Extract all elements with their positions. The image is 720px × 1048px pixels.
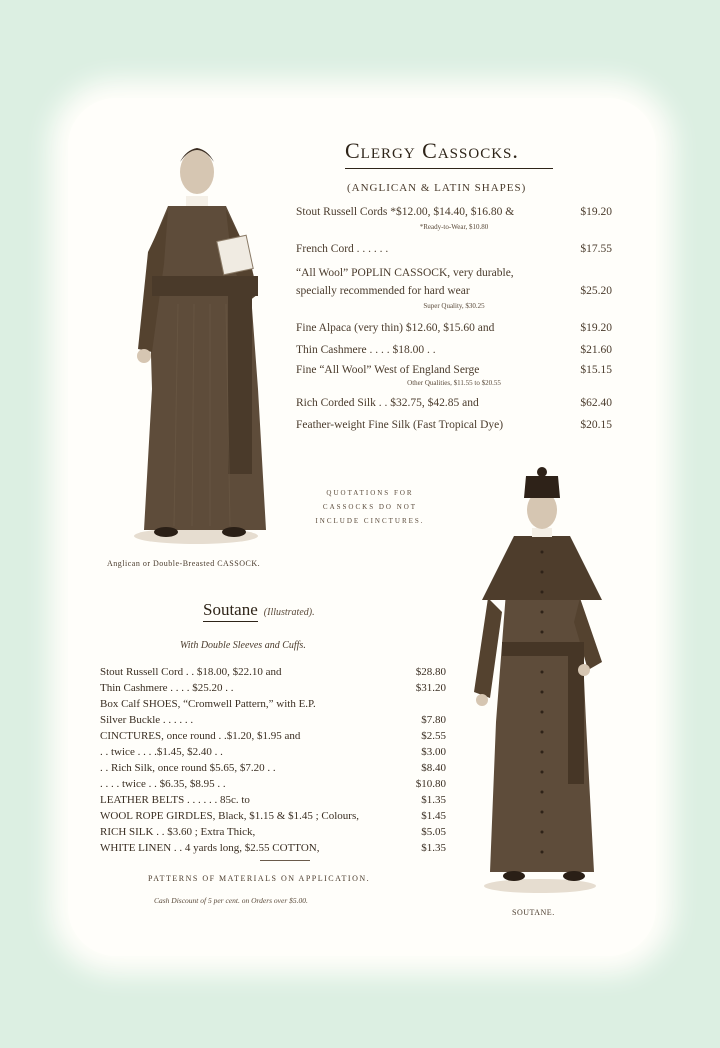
price-note: Other Qualities, $11.55 to $20.55 xyxy=(407,379,501,387)
price-row: LEATHER BELTS . . . . . . 85c. to $1.35 xyxy=(100,794,446,806)
soutane-price-list xyxy=(100,666,446,858)
patterns-note: PATTERNS OF MATERIALS ON APPLICATION. xyxy=(148,874,371,883)
price-row: Feather-weight Fine Silk (Fast Tropical Dye) $20.15 xyxy=(296,419,612,431)
anglican-caption: Anglican or Double-Breasted CASSOCK. xyxy=(107,559,261,568)
price-row: Fine Alpaca (very thin) $12.60, $15.60 and $19.20 xyxy=(296,322,612,334)
soutane-illustration xyxy=(462,462,612,902)
discount-note: Cash Discount of 5 per cent. on Orders over $5.00. xyxy=(154,896,308,905)
price-row: CINCTURES, once round . .$1.20, $1.95 and $2.55 xyxy=(100,730,446,742)
price-row: . . twice . . . .$1.45, $2.40 . . $3.00 xyxy=(100,746,446,758)
price-note: *Ready-to-Wear, $10.80 xyxy=(419,223,489,231)
price-row: . . . . twice . . $6.35, $8.95 . . $10.80 xyxy=(100,778,446,790)
price-row: Stout Russell Cord . . $18.00, $22.10 and $28.80 xyxy=(100,666,446,678)
quotation-note: QUOTATIONS FOR CASSOCKS DO NOT INCLUDE CINCTURES. xyxy=(315,489,425,525)
price-row: Stout Russell Cords *$12.00, $14.40, $16.80 & $19.20 xyxy=(296,206,612,218)
price-row: RICH SILK . . $3.60 ; Extra Thick, $5.05 xyxy=(100,826,446,838)
price-row: Rich Corded Silk . . $32.75, $42.85 and $62.40 xyxy=(296,397,612,409)
price-row: specially recommended for hard wear $25.20 xyxy=(296,285,612,297)
price-row: Thin Cashmere . . . . $25.20 . . $31.20 xyxy=(100,682,446,694)
page-title: Clergy Cassocks. xyxy=(345,138,553,169)
price-row: Fine “All Wool” West of England Serge $15.15 xyxy=(296,364,612,376)
soutane-caption: SOUTANE. xyxy=(512,908,555,917)
price-row: Silver Buckle . . . . . . $7.80 xyxy=(100,714,446,726)
price-note: Super Quality, $30.25 xyxy=(423,302,485,310)
price-row: Thin Cashmere . . . . $18.00 . . $21.60 xyxy=(296,344,612,356)
section-divider xyxy=(260,860,310,861)
price-row: Box Calf SHOES, “Cromwell Pattern,” with E.P. xyxy=(100,698,316,710)
price-row: . . Rich Silk, once round $5.65, $7.20 . . $8.40 xyxy=(100,762,446,774)
price-row: French Cord . . . . . . $17.55 xyxy=(296,243,612,255)
anglican-cassock-illustration xyxy=(108,134,278,554)
page-subtitle: (ANGLICAN & LATIN SHAPES) xyxy=(347,182,527,194)
price-row: WOOL ROPE GIRDLES, Black, $1.15 & $1.45 ; Colours, $1.45 xyxy=(100,810,446,822)
price-row: WHITE LINEN . . 4 yards long, $2.55 COTTON, $1.35 xyxy=(100,842,446,854)
soutane-subtitle: With Double Sleeves and Cuffs. xyxy=(180,640,306,651)
cassock-price-list xyxy=(296,206,612,437)
soutane-heading: Soutane (Illustrated). xyxy=(203,600,315,620)
price-row: “All Wool” POPLIN CASSOCK, very durable, xyxy=(296,267,514,279)
